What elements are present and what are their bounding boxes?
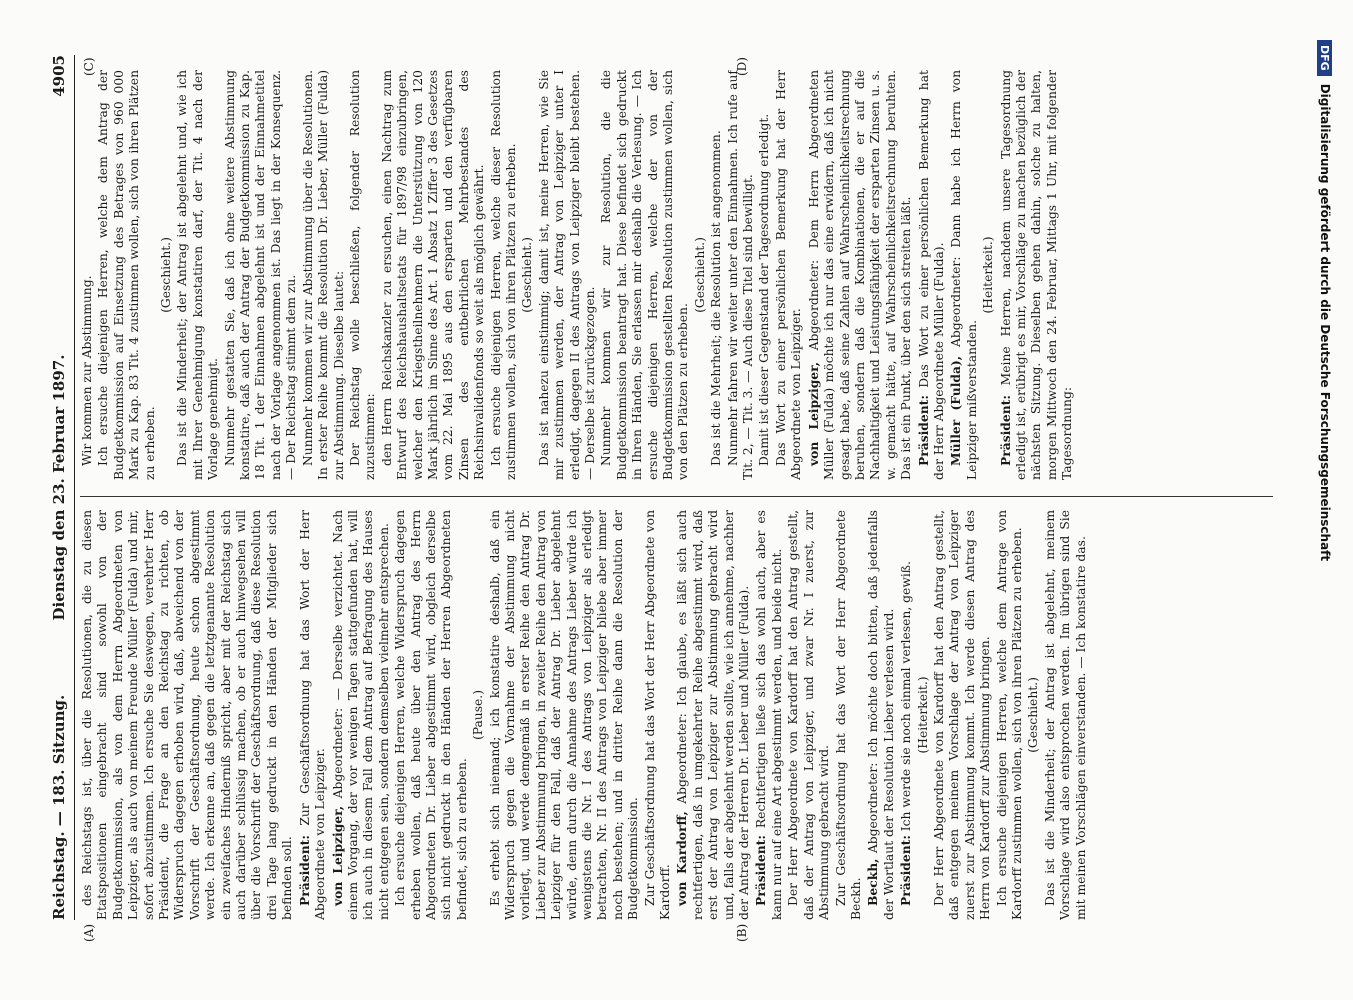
paragraph: (Geschieht.) bbox=[1026, 677, 1041, 753]
paragraph: Das ist die Minderheit; der Antrag ist abgelehnt und, wie ich mit Ihrer Genehmigung konstatiren darf, der Tit. 4 nach der Vorlage genehmigt. bbox=[175, 70, 221, 480]
paragraph: Ich ersuche diejenigen Herren, welche dieser Resolution zustimmen wollen, sich von ihren Plätzen zu erheben. bbox=[488, 70, 518, 480]
paragraph: Präsident: Ich werde sie noch einmal verlesen, gewiß. bbox=[898, 561, 914, 906]
margin-marker-b: (B) bbox=[735, 923, 749, 942]
paragraph: Wir kommen zur Abstimmung. bbox=[80, 275, 94, 466]
paragraph: von Kardorff, Abgeordneter: Ich glaube, es läßt sich auch rechtfertigen, daß in umgekehrter Reihe abgestimmt wird, daß erst der Antrag von Leipziger zur Abstimmung gebracht wird und, falls der abgelehnt werden sollte, wie ich annehme, nachher der Antrag der Herren Dr. Lieber und Müller (Fulda). bbox=[674, 510, 752, 920]
paragraph: Präsident: Zur Geschäftsordnung hat das Wort der Herr Abgeordnete von Leipziger. bbox=[296, 510, 328, 920]
paragraph: Präsident: Meine Herren, nachdem unsere Tagesordnung erledigt ist, erübrigt es mir, Vorschläge zu machen bezüglich der nächsten Sitzung. Dieselben gehen dahin, solche zu halten, morgen Mittwoch den 24. Februar, Mittags 1 Uhr, mit folgender Tagesordnung: bbox=[997, 70, 1075, 480]
paragraph: von Leipziger, Abgeordneter: Dem Herrn Abgeordneten Müller (Fulda) möchte ich nur das eine erwidern, daß ich nicht gesagt habe, daß seine Zahlen auf Wahrscheinlichkeitsrechnung beruhen, sondern daß die Kombinationen, die er auf die Nachhaltigkeit und Leistungsfähigkeit der ersparten Zinsen u. s. w. gemacht hätte, auf Wahrscheinlichkeitsrechnung beruhten. Das ist ein Punkt, über den sich streiten läßt. bbox=[805, 70, 914, 480]
margin-marker-a: (A) bbox=[82, 923, 96, 942]
left-column bbox=[80, 510, 1273, 920]
paragraph: Es erhebt sich niemand; ich konstatire deshalb, daß ein Widerspruch gegen die Vornahme der Abstimmung nicht vorliegt, und werde demgemäß in erster Reihe den Antrag Dr. Lieber zur Abstimmung bringen, in zweiter Reihe den Antrag von Leipziger für den Fall, daß der Antrag Dr. Lieber abgelehnt würde, denn durch die Annahme des Antrags Lieber würde ich wenigstens die Nr. I des Antrags von Leipziger als erledigt betrachten, Nr. II des Antrags von Leipziger bliebe aber immer noch bestehen; und in dritter Reihe dann die Resolution der Budgetkommission. bbox=[487, 510, 641, 920]
right-column bbox=[80, 70, 1273, 480]
paragraph: Das ist nahezu einstimmig; damit ist, meine Herren, wie Sie mir zustimmen werden, der Antrag von Leipziger unter I erledigt, dagegen II des Antrags von Leipziger bleibt bestehen. — Derselbe ist zurückgezogen. bbox=[536, 70, 597, 480]
paragraph: Der Reichstag wolle beschließen, folgender Resolution zuzustimmen: bbox=[347, 70, 378, 480]
paragraph: Nunmehr kommen wir zur Resolution, die die Budgetkommission beantragt hat. Diese befindet sich gedruckt in Ihren Händen, Sie erlassen mir deshalb die Verlesung. — Ich ersuche diejenigen Herren, welche der von der Budgetkommission gestellten Resolution zustimmen wollen, sich von den Plätzen zu erheben. bbox=[599, 70, 691, 480]
paragraph: des Reichstags ist, über die Resolutionen, die zu diesen Etatspositionen eingebracht sind sowohl von der Budgetkommission, als von dem Herrn Abgeordneten von Leipziger, als auch von meinem Freunde Müller (Fulda) und mir, sofort abzustimmen. Ich ersuche Sie deswegen, verehrter Herr Präsident, die Frage an den Reichstag zu richten, ob Widerspruch dagegen erhoben wird, daß, abweichend von der Vorschrift der Geschäftsordnung, heute schon abgestimmt werde. Ich erkenne an, daß gegen die letztgenannte Resolution ein zweifaches Hinderniß spricht, aber mit der Reichstag sich auch darüber schlüssig machen, ob er auch hinwegsehen will über die Vorschrift der Geschäftsordnung, daß diese Resolution drei Tage lang gedruckt in den Händen der Mitglieder sich befinden soll. bbox=[80, 510, 295, 920]
paragraph: (Geschieht.) bbox=[159, 237, 174, 313]
paragraph: Zur Geschäftsordnung hat das Wort der Herr Abgeordnete Beckh. bbox=[833, 510, 863, 920]
page-header bbox=[28, 55, 75, 920]
paragraph: Ich ersuche diejenigen Herren, welche dem Antrag der Budgetkommission auf Einsetzung des Betrages von 960 000 Mark zu Kap. 83 Tit. 4 zustimmen wollen, sich von ihren Plätzen zu erheben. bbox=[96, 70, 157, 480]
paragraph: Beckh, Abgeordneter: Ich möchte doch bitten, daß jedenfalls der Wortlaut der Resolution Lieber verlesen wird. bbox=[865, 510, 896, 920]
header-date: Dienstag den 23. Februar 1897. bbox=[50, 354, 68, 621]
paragraph: den Herrn Reichskanzler zu ersuchen, einen Nachtrag zum Entwurf des Reichshaushaltsetats für 1897/98 einzubringen, welcher den Kriegstheilnehmern die Unterstützung von 120 Mark jährlich im Sinne des Art. 1 Absatz 1 Ziffer 3 des Gesetzes vom 22. Mai 1895 aus den ersparten und den verfügbaren Zinsen des entbehrlichen Mehrbestandes des Reichsinvalidenfonds so weit als möglich gewährt. bbox=[379, 70, 487, 480]
digitization-credit bbox=[1310, 40, 1340, 960]
paragraph: Das ist die Minderheit; der Antrag ist abgelehnt, meinem Vorschlage wird also entsprochen werden. Im übrigen sind Sie mit meinen Vorschlägen einverstanden. — Ich konstatire das. bbox=[1042, 510, 1088, 920]
paragraph: Nunmehr fahren wir weiter unter den Einnahmen. Ich rufe auf Tit. 2, — Tit. 3. — Auch diese Titel sind bewilligt. bbox=[725, 70, 756, 480]
paragraph: Das ist die Mehrheit; die Resolution ist angenommen. bbox=[709, 130, 724, 466]
paragraph: Nunmehr kommen wir zur Abstimmung über die Resolutionen. In erster Reihe kommt die Resolution Dr. Lieber, Müller (Fulda) zur Abstimmung. Dieselbe lautet: bbox=[300, 70, 346, 480]
column-divider bbox=[80, 496, 1273, 497]
paragraph: (Heiterkeit.) bbox=[915, 676, 930, 754]
paragraph: (Geschieht.) bbox=[692, 237, 707, 313]
credit-text: Digitalisierung gefördert durch die Deutsche Forschungsgemeinschaft bbox=[1318, 83, 1332, 562]
paragraph: Zur Geschäftsordnung hat das Wort der Herr Abgeordnete von Kardorff. bbox=[642, 510, 673, 920]
paragraph: Damit ist dieser Gegenstand der Tagesordnung erledigt. bbox=[757, 113, 772, 466]
paragraph: von Leipziger, Abgeordneter: — Derselbe verzichtet. Nach einem Vorgang, der vor wenigen Tagen stattgefunden hat, will ich auch in diesem Fall dem Antrag auf Befragung des Hauses nicht entgegen sein, sondern demselben vielmehr entsprechen. bbox=[329, 510, 391, 920]
paragraph: Ich ersuche diejenigen Herren, welche Widerspruch dagegen erheben wollen, daß heute über den Antrag des Herrn Abgeordneten Dr. Lieber abgestimmt wird, obgleich derselbe sich nicht gedruckt in den Händen der Herren Abgeordneten befindet, sich zu erheben. bbox=[393, 510, 469, 920]
paragraph: Präsident: Das Wort zu einer persönlichen Bemerkung hat der Herr Abgeordnete Müller (Fulda). bbox=[915, 70, 946, 480]
paragraph: Nunmehr gestatten Sie, daß ich ohne weitere Abstimmung konstatire, daß auch der Antrag der Budgetkommission zu Kap. 18 Tit. 1 der Einnahmen abgelehnt ist und der Einnahmetitel nach der Vorlage angenommen ist. Das liegt in der Konsequenz. — Der Reichstag stimmt dem zu. bbox=[222, 70, 299, 480]
dfg-logo-badge: DFG bbox=[1318, 40, 1333, 76]
margin-marker-d: (D) bbox=[735, 57, 749, 76]
paragraph: (Pause.) bbox=[471, 689, 486, 741]
paragraph: Das Wort zu einer persönlichen Bemerkung hat der Herr Abgeordnete von Leipziger. bbox=[773, 70, 804, 480]
paragraph: Müller (Fulda), Abgeordneter: Dann habe ich Herrn von Leipziger mißverstanden. bbox=[948, 70, 979, 480]
paragraph: Der Herr Abgeordnete von Kardorff hat den Antrag gestellt, daß der Antrag von Leipziger, und zwar Nr. I zuerst, zur Abstimmung gebracht wird. bbox=[786, 510, 832, 920]
paragraph: Ich ersuche diejenigen Herren, welche dem Antrage von Kardorff zustimmen wollen, sich von ihren Plätzen zu erheben. bbox=[994, 510, 1024, 920]
paragraph: Präsident: Rechtfertigen ließe sich das wohl auch, aber es kann nur auf eine Art abgestimmt werden, und beide nicht. bbox=[753, 510, 784, 920]
page-number: 4905 bbox=[50, 55, 68, 97]
paragraph: Der Herr Abgeordnete von Kardorff hat den Antrag gestellt, daß entgegen meinem Vorschlage der Antrag von Leipziger zuerst zur Abstimmung kommt. Ich werde diesen Antrag des Herrn von Kardorff zur Abstimmung bringen. bbox=[931, 510, 993, 920]
margin-marker-c: (C) bbox=[82, 57, 96, 76]
header-left: Reichstag. — 183. Sitzung. bbox=[50, 694, 68, 920]
paragraph: (Geschieht.) bbox=[520, 237, 535, 313]
paragraph: (Heiterkeit.) bbox=[981, 236, 996, 314]
